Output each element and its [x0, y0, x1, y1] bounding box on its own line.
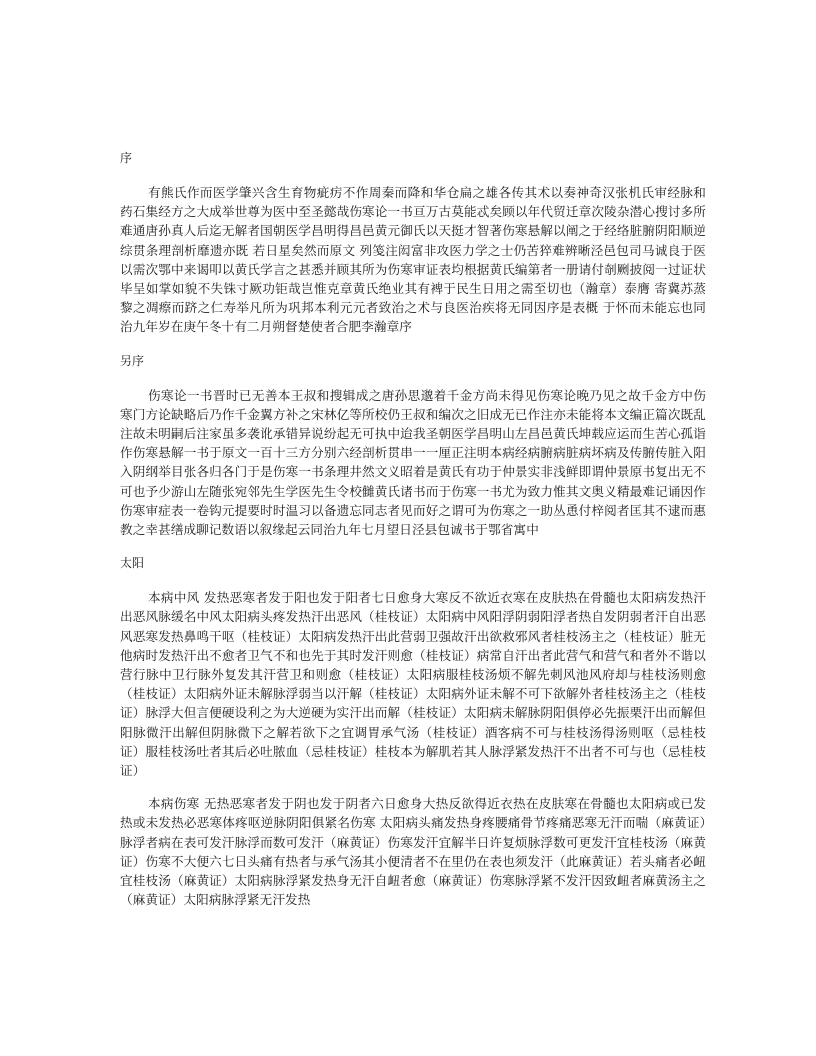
- paragraph: 本病中风 发热恶寒者发于阳也发于阳者七日愈身大寒反不欲近衣寒在皮肤热在骨髓也太阳病发热汗出恶风脉缓名中风太阳病头疼发热汗出恶风（桂枝证）太阳病中风阳浮阴弱阳浮者热自发阴弱者汗自出恶风恶寒发热鼻鸣干呕（桂枝证）太阳病发热汗出此营弱卫强故汗出欲救邪风者桂枝汤主之（桂枝证）脏无他病时发热汗出不愈者卫气不和也先于其时发汗则愈（桂枝证）病常自汗出者此营气和营气和者外不谐以营行脉中卫行脉外复发其汗营卫和则愈（桂枝证）太阳病服桂枝汤烦不解先刺风池风府却与桂枝汤则愈（桂枝证）太阳病外证未解脉浮弱当以汗解（桂枝证）太阳病外证未解不可下欲解外者桂枝汤主之（桂枝证）脉浮大但言便硬设利之为大逆硬为实汗出而解（桂枝证）太阳病未解脉阴阳俱停必先振栗汗出而解但阳脉微汗出解但阴脉微下之解若欲下之宜调胃承气汤（桂枝证）酒客病不可与桂枝汤得汤则呕（忌桂枝证）服桂枝汤吐者其后必吐脓血（忌桂枝证）桂枝本为解肌若其人脉浮紧发热汗不出者不可与也（忌桂枝证）: [120, 590, 706, 779]
- preface-section: [120, 148, 706, 337]
- second-preface-section: [120, 351, 706, 540]
- paragraph: 伤寒论一书晋时已无善本王叔和搜辑成之唐孙思邈着千金方尚未得见伤寒论晚乃见之故千金方中伤寒门方论缺略后乃作千金翼方补之宋林亿等所校仍王叔和编次之旧成无已作注亦未能将本文编正篇次既乱注故未明嗣后注家虽多袭讹承错异说纷起无可执中迨我圣朝医学昌明山左昌邑黄氏坤载应运而生苦心孤诣作伤寒悬解一书于原文一百十三方分别六经剖析贯串一一厘正注明本病经病腑病脏病坏病及传腑传脏入阳入阴纲举目张各归各门于是伤寒一书条理井然文义昭着是黄氏有功于仲景实非浅鲜即谓仲景原书复出无不可也予少游山左随张宛邻先生学医先生令校雠黄氏诸书而于伤寒一书尤为致力惟其文奥义精最难记诵因作伤寒审症表一卷钩元提要时时温习以备遗忘同志者见而好之谓可为伤寒之一助丛恿付梓阅者匡其不逮而惠教之幸甚缮成聊记数语以叙缘起云同治九年七月望日泾县包诚书于鄂省寓中: [120, 387, 706, 538]
- section-heading: 另序: [120, 353, 145, 368]
- taiyang-section: [120, 553, 706, 909]
- paragraph: 有熊氏作而医学肇兴含生育物疵疠不作周秦而降和华仓扁之雄各传其术以奏神奇汉张机氏审经脉和药石集经方之大成举世尊为医中至圣懿哉伤寒论一书亘万古莫能忒矣顾以年代贸迁章次陵杂潜心搜讨多所难通唐孙真人后迄无解者国朝医学昌明得昌邑黄元御氏以天挺才智著伤寒悬解以阐之于经络脏腑阴阳顺逆综贯条理剖析靡遗亦既 若日星矣然而原文 列笺注闳富非攻医力学之士仍苦猝难辨晰泾邑包司马诚良于医以需次鄂中来谒叩以黄氏学言之甚悉并顾其所为伤寒审证表均根据黄氏编第者一册请付剞劂披阅一过证状毕呈如掌如貌不失铢寸厥功钜哉岂惟克章黄氏绝业其有裨于民生日用之需至切也（瀚章）泰膺 寄冀苏蒸黎之凋瘵而跻之仁寿举凡所为巩邦本利元元者致治之术与良医治疾将无同因序是表概 于怀而未能忘也同治九年岁在庚午冬十有二月朔督楚使者合肥李瀚章序: [120, 185, 706, 335]
- document-page: [120, 148, 706, 924]
- section-heading: 太阳: [120, 556, 145, 571]
- section-heading: 序: [120, 151, 133, 165]
- paragraph: 本病伤寒 无热恶寒者发于阴也发于阴者六日愈身大热反欲得近衣热在皮肤寒在骨髓也太阳病或已发热或未发热必恶寒体疼呕逆脉阴阳俱紧名伤寒 太阳病头痛发热身疼腰痛骨节疼痛恶寒无汗而喘（麻黄证）脉浮者病在表可发汗脉浮而数可发汗（麻黄证）伤寒发汗宜解半日许复烦脉浮数可更发汗宜桂枝汤（麻黄证）伤寒不大便六七日头痛有热者与承气汤其小便清者不在里仍在表也须发汗（此麻黄证）若头痛者必衄宜桂枝汤（麻黄证）太阳病脉浮紧发热身无汗自衄者愈（麻黄证）伤寒脉浮紧不发汗因致衄者麻黄汤主之（麻黄证）太阳病脉浮紧无汗发热: [120, 796, 706, 908]
